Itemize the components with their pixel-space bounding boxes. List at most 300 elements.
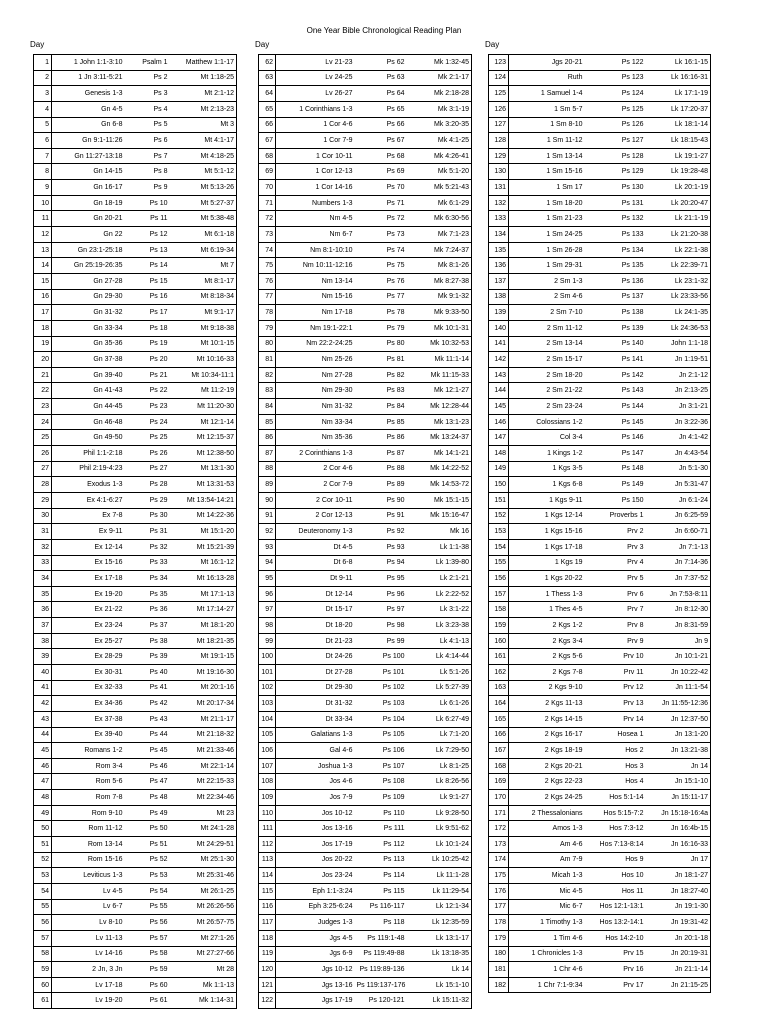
reading-1: 2 Sm 7-10: [509, 305, 585, 321]
day-number: 82: [259, 367, 276, 383]
reading-3: Mk 6:30-56: [407, 211, 472, 227]
reading-2: Ps 141: [585, 352, 646, 368]
day-number: 92: [259, 524, 276, 540]
table-row: [259, 524, 472, 540]
reading-1: Deuteronomy 1-3: [276, 524, 355, 540]
reading-3: Lk 12:1-34: [407, 899, 472, 915]
table-row: [34, 446, 237, 462]
day-number: 131: [489, 180, 509, 196]
table-row: [259, 289, 472, 305]
day-number: 171: [489, 805, 509, 821]
reading-3: Mt 21:18-32: [170, 727, 237, 743]
reading-3: Lk 2:22-52: [407, 586, 472, 602]
day-number: 116: [259, 899, 276, 915]
table-row: [259, 727, 472, 743]
day-number: 143: [489, 367, 509, 383]
day-number: 31: [34, 524, 52, 540]
reading-1: Nm 10:11-12:16: [276, 258, 355, 274]
table-row: [489, 883, 711, 899]
reading-1: Nm 17-18: [276, 305, 355, 321]
reading-2: Ps 85: [355, 414, 407, 430]
table-row: [34, 946, 237, 962]
reading-3: Jn 4:1-42: [646, 430, 711, 446]
day-number: 175: [489, 868, 509, 884]
reading-3: Lk 6:27-49: [407, 711, 472, 727]
reading-3: Jn 20:1-18: [646, 930, 711, 946]
reading-1: Dt 33-34: [276, 711, 355, 727]
reading-2: Prv 4: [585, 555, 646, 571]
day-number: 168: [489, 758, 509, 774]
day-number: 86: [259, 430, 276, 446]
day-number: 107: [259, 758, 276, 774]
day-number: 67: [259, 133, 276, 149]
reading-1: Gn 35-36: [52, 336, 125, 352]
reading-2: Ps 91: [355, 508, 407, 524]
day-number: 127: [489, 117, 509, 133]
table-row: [489, 414, 711, 430]
table-row: [489, 101, 711, 117]
reading-3: Lk 18:1-14: [646, 117, 711, 133]
reading-2: Ps 130: [585, 180, 646, 196]
day-number: 24: [34, 414, 52, 430]
reading-2: Ps 90: [355, 492, 407, 508]
day-number: 161: [489, 649, 509, 665]
day-number: 94: [259, 555, 276, 571]
reading-2: Ps 20: [125, 352, 170, 368]
reading-3: Mk 12:28-44: [407, 399, 472, 415]
reading-2: Ps 72: [355, 211, 407, 227]
reading-1: Gn 18-19: [52, 195, 125, 211]
reading-1: Dt 27-28: [276, 664, 355, 680]
reading-3: Jn 8:31-59: [646, 618, 711, 634]
reading-1: Ex 28-29: [52, 649, 125, 665]
reading-1: Lv 6-7: [52, 899, 125, 915]
table-row: [489, 180, 711, 196]
table-row: [489, 133, 711, 149]
table-row: [34, 962, 237, 978]
reading-2: Ps 27: [125, 461, 170, 477]
day-number: 137: [489, 273, 509, 289]
reading-1: Gn 4-5: [52, 101, 125, 117]
reading-1: 1 Sm 5-7: [509, 101, 585, 117]
reading-1: 1 Tim 4-6: [509, 930, 585, 946]
reading-2: Prv 6: [585, 586, 646, 602]
table-row: [489, 618, 711, 634]
reading-2: Ps 63: [355, 70, 407, 86]
table-row: [34, 805, 237, 821]
reading-3: Mt 23: [170, 805, 237, 821]
day-number: 30: [34, 508, 52, 524]
reading-3: Mt 15:21-39: [170, 539, 237, 555]
reading-3: Matthew 1:1-17: [170, 55, 237, 71]
day-number: 26: [34, 446, 52, 462]
day-number: 12: [34, 227, 52, 243]
reading-2: Ps 40: [125, 664, 170, 680]
reading-table-3: [488, 54, 711, 993]
reading-1: Dt 29-30: [276, 680, 355, 696]
reading-2: Ps 100: [355, 649, 407, 665]
reading-2: Ps 97: [355, 602, 407, 618]
reading-1: Phil 1:1-2:18: [52, 446, 125, 462]
table-row: [259, 664, 472, 680]
reading-2: Ps 149: [585, 477, 646, 493]
table-row: [34, 743, 237, 759]
table-row: [259, 195, 472, 211]
reading-1: Rom 15-16: [52, 852, 125, 868]
reading-3: Jn 6:25-59: [646, 508, 711, 524]
table-row: [34, 414, 237, 430]
table-row: [34, 242, 237, 258]
reading-2: Ps 51: [125, 837, 170, 853]
reading-1: Ex 21-22: [52, 602, 125, 618]
table-row: [34, 164, 237, 180]
reading-2: Prv 13: [585, 696, 646, 712]
reading-1: Dt 24-26: [276, 649, 355, 665]
reading-1: Rom 3-4: [52, 758, 125, 774]
table-row: [489, 492, 711, 508]
day-number: 73: [259, 227, 276, 243]
reading-2: Ps 30: [125, 508, 170, 524]
table-row: [259, 258, 472, 274]
reading-1: 2 Kgs 16-17: [509, 727, 585, 743]
reading-1: Eph 1:1-3:24: [276, 883, 355, 899]
reading-1: Rom 7-8: [52, 790, 125, 806]
table-row: [34, 399, 237, 415]
day-number: 103: [259, 696, 276, 712]
reading-1: Gn 16-17: [52, 180, 125, 196]
day-number: 173: [489, 837, 509, 853]
reading-3: Mk 4:1-25: [407, 133, 472, 149]
reading-1: 1 Cor 4-6: [276, 117, 355, 133]
reading-2: Ps 104: [355, 711, 407, 727]
reading-1: Gn 23:1-25:18: [52, 242, 125, 258]
reading-2: Ps 21: [125, 367, 170, 383]
table-row: [34, 461, 237, 477]
reading-1: 1 Cor 10-11: [276, 148, 355, 164]
table-row: [34, 837, 237, 853]
reading-2: Ps 34: [125, 571, 170, 587]
reading-1: 2 Cor 4-6: [276, 461, 355, 477]
reading-1: Nm 29-30: [276, 383, 355, 399]
day-number: 77: [259, 289, 276, 305]
reading-1: Gn 27-28: [52, 273, 125, 289]
day-number: 155: [489, 555, 509, 571]
reading-3: Mt 10:1-15: [170, 336, 237, 352]
day-number: 167: [489, 743, 509, 759]
day-number: 44: [34, 727, 52, 743]
day-number: 35: [34, 586, 52, 602]
day-number: 123: [489, 55, 509, 71]
reading-3: Lk 18:15-43: [646, 133, 711, 149]
day-number: 117: [259, 915, 276, 931]
day-number: 114: [259, 868, 276, 884]
reading-2: Ps 25: [125, 430, 170, 446]
reading-3: Mt 11:20-30: [170, 399, 237, 415]
day-number: 68: [259, 148, 276, 164]
reading-3: Lk 3:23-38: [407, 618, 472, 634]
reading-3: Mk 16: [407, 524, 472, 540]
reading-2: Ps 48: [125, 790, 170, 806]
reading-1: 1 Thes 4-5: [509, 602, 585, 618]
day-number: 38: [34, 633, 52, 649]
table-row: [259, 86, 472, 102]
table-row: [259, 790, 472, 806]
reading-3: Lk 4:1-13: [407, 633, 472, 649]
reading-3: Jn 3:22-36: [646, 414, 711, 430]
reading-2: Ps 17: [125, 305, 170, 321]
day-number: 47: [34, 774, 52, 790]
reading-2: Ps 119:1-48: [355, 930, 407, 946]
day-number: 70: [259, 180, 276, 196]
reading-1: Lv 26-27: [276, 86, 355, 102]
reading-2: Ps 15: [125, 273, 170, 289]
reading-1: 2 Kgs 22-23: [509, 774, 585, 790]
reading-1: Nm 8:1-10:10: [276, 242, 355, 258]
reading-2: Ps 24: [125, 414, 170, 430]
table-row: [259, 414, 472, 430]
day-number: 177: [489, 899, 509, 915]
day-number: 37: [34, 618, 52, 634]
day-number: 158: [489, 602, 509, 618]
reading-3: Mk 1:32-45: [407, 55, 472, 71]
reading-3: Mt 1:18-25: [170, 70, 237, 86]
table-row: [34, 852, 237, 868]
table-row: [489, 962, 711, 978]
day-number: 42: [34, 696, 52, 712]
reading-2: Prv 17: [585, 977, 646, 993]
table-row: [259, 273, 472, 289]
reading-3: Jn 13:21-38: [646, 743, 711, 759]
reading-3: Mt 4:1-17: [170, 133, 237, 149]
table-row: [489, 86, 711, 102]
reading-3: Mk 10:32-53: [407, 336, 472, 352]
reading-2: Ps 137: [585, 289, 646, 305]
reading-1: 1 Sm 15-16: [509, 164, 585, 180]
reading-1: 2 Sm 18-20: [509, 367, 585, 383]
reading-3: Mt 3: [170, 117, 237, 133]
table-row: [489, 602, 711, 618]
day-number: 45: [34, 743, 52, 759]
table-row: [34, 273, 237, 289]
reading-2: Ps 106: [355, 743, 407, 759]
reading-2: Ps 47: [125, 774, 170, 790]
reading-2: Ps 12: [125, 227, 170, 243]
reading-3: Mt 26:26-56: [170, 899, 237, 915]
reading-1: Jos 4-6: [276, 774, 355, 790]
table-row: [259, 946, 472, 962]
reading-2: Prv 16: [585, 962, 646, 978]
reading-2: Ps 136: [585, 273, 646, 289]
reading-1: 2 Kgs 24-25: [509, 790, 585, 806]
reading-2: Ps 31: [125, 524, 170, 540]
day-number: 169: [489, 774, 509, 790]
table-row: [489, 946, 711, 962]
reading-3: Lk 15:11-32: [407, 993, 472, 1009]
table-row: [34, 555, 237, 571]
reading-1: Ruth: [509, 70, 585, 86]
reading-2: Ps 84: [355, 399, 407, 415]
day-number: 19: [34, 336, 52, 352]
reading-3: Jn 2:13-25: [646, 383, 711, 399]
table-row: [259, 508, 472, 524]
reading-2: Ps 110: [355, 805, 407, 821]
reading-2: Ps 50: [125, 821, 170, 837]
day-number: 148: [489, 446, 509, 462]
reading-2: Ps 129: [585, 164, 646, 180]
reading-2: Ps 33: [125, 555, 170, 571]
reading-1: Jgs 6-9: [276, 946, 355, 962]
reading-3: Mt 18:21-35: [170, 633, 237, 649]
reading-3: Jn 6:60-71: [646, 524, 711, 540]
day-number: 105: [259, 727, 276, 743]
day-number: 180: [489, 946, 509, 962]
reading-1: Jos 20-22: [276, 852, 355, 868]
reading-3: Mt 22:34-46: [170, 790, 237, 806]
reading-3: Mt 26:57-75: [170, 915, 237, 931]
reading-1: 1 Chronicles 1-3: [509, 946, 585, 962]
reading-3: Jn 7:53-8:11: [646, 586, 711, 602]
table-row: [489, 727, 711, 743]
reading-1: 2 Kgs 14-15: [509, 711, 585, 727]
reading-3: Jn 5:31-47: [646, 477, 711, 493]
reading-1: 2 Sm 13-14: [509, 336, 585, 352]
table-row: [489, 774, 711, 790]
reading-3: Mk 14:53-72: [407, 477, 472, 493]
day-number: 46: [34, 758, 52, 774]
reading-2: Ps 43: [125, 711, 170, 727]
reading-1: 2 Kgs 9-10: [509, 680, 585, 696]
reading-2: Ps 83: [355, 383, 407, 399]
table-row: [259, 805, 472, 821]
table-row: [489, 320, 711, 336]
reading-2: Ps 64: [355, 86, 407, 102]
table-row: [34, 633, 237, 649]
reading-3: Lk 23:1-32: [646, 273, 711, 289]
day-number: 53: [34, 868, 52, 884]
reading-1: Ex 34-36: [52, 696, 125, 712]
reading-2: Ps 107: [355, 758, 407, 774]
reading-1: Rom 13-14: [52, 837, 125, 853]
reading-3: Mt 26:1-25: [170, 883, 237, 899]
day-number: 54: [34, 883, 52, 899]
reading-3: Jn 13:1-20: [646, 727, 711, 743]
reading-2: Ps 73: [355, 227, 407, 243]
reading-3: Mt 16:13-28: [170, 571, 237, 587]
reading-1: Genesis 1-3: [52, 86, 125, 102]
reading-1: Ex 39-40: [52, 727, 125, 743]
reading-1: Jos 13-16: [276, 821, 355, 837]
day-number: 141: [489, 336, 509, 352]
reading-1: Nm 13-14: [276, 273, 355, 289]
reading-3: Mt 22:1-14: [170, 758, 237, 774]
reading-1: 2 Jn, 3 Jn: [52, 962, 125, 978]
reading-2: Ps 81: [355, 352, 407, 368]
day-number: 16: [34, 289, 52, 305]
reading-1: 1 Kgs 19: [509, 555, 585, 571]
reading-1: Jgs 4-5: [276, 930, 355, 946]
reading-1: Ex 12-14: [52, 539, 125, 555]
reading-1: Dt 6-8: [276, 555, 355, 571]
reading-2: Ps 134: [585, 242, 646, 258]
reading-1: Phil 2:19-4:23: [52, 461, 125, 477]
day-number: 14: [34, 258, 52, 274]
reading-1: Rom 9-10: [52, 805, 125, 821]
reading-3: Jn 18:1-27: [646, 868, 711, 884]
reading-1: Rom 11-12: [52, 821, 125, 837]
reading-1: 1 Sm 8-10: [509, 117, 585, 133]
day-number: 9: [34, 180, 52, 196]
table-row: [489, 915, 711, 931]
day-header: Day: [30, 40, 45, 49]
day-number: 109: [259, 790, 276, 806]
reading-2: Ps 140: [585, 336, 646, 352]
reading-1: Colossians 1-2: [509, 414, 585, 430]
reading-3: Mk 15:16-47: [407, 508, 472, 524]
day-number: 39: [34, 649, 52, 665]
reading-3: Lk 10:1-24: [407, 837, 472, 853]
reading-3: Jn 17: [646, 852, 711, 868]
table-row: [34, 696, 237, 712]
table-row: [34, 258, 237, 274]
day-number: 126: [489, 101, 509, 117]
table-row: [259, 211, 472, 227]
table-row: [259, 164, 472, 180]
reading-1: Dt 12-14: [276, 586, 355, 602]
reading-1: Nm 35-36: [276, 430, 355, 446]
reading-3: Mt 24:1-28: [170, 821, 237, 837]
reading-1: Dt 31-32: [276, 696, 355, 712]
reading-2: Ps 108: [355, 774, 407, 790]
reading-3: Lk 19:1-27: [646, 148, 711, 164]
reading-1: Gn 20-21: [52, 211, 125, 227]
reading-2: Hos 13:2-14:1: [585, 915, 646, 931]
table-row: [34, 680, 237, 696]
day-number: 36: [34, 602, 52, 618]
day-number: 134: [489, 227, 509, 243]
table-row: [34, 915, 237, 931]
day-number: 163: [489, 680, 509, 696]
day-number: 112: [259, 837, 276, 853]
day-number: 128: [489, 133, 509, 149]
reading-1: Nm 33-34: [276, 414, 355, 430]
reading-2: Ps 46: [125, 758, 170, 774]
reading-2: Ps 9: [125, 180, 170, 196]
table-row: [259, 399, 472, 415]
reading-2: Hosea 1: [585, 727, 646, 743]
day-number: 164: [489, 696, 509, 712]
reading-3: Mt 6:19-34: [170, 242, 237, 258]
reading-1: 1 Kgs 9-11: [509, 492, 585, 508]
table-row: [34, 477, 237, 493]
table-row: [259, 352, 472, 368]
reading-1: 1 Kgs 12-14: [509, 508, 585, 524]
reading-2: Prv 7: [585, 602, 646, 618]
reading-2: Ps 8: [125, 164, 170, 180]
day-number: 182: [489, 977, 509, 993]
reading-3: Jn 10:22-42: [646, 664, 711, 680]
day-number: 139: [489, 305, 509, 321]
reading-2: Ps 77: [355, 289, 407, 305]
table-row: [34, 727, 237, 743]
day-number: 151: [489, 492, 509, 508]
day-number: 41: [34, 680, 52, 696]
table-row: [489, 711, 711, 727]
reading-2: Ps 143: [585, 383, 646, 399]
table-row: [489, 148, 711, 164]
reading-1: 1 John 1:1-3:10: [52, 55, 125, 71]
reading-2: Hos 7:13-8:14: [585, 837, 646, 853]
reading-2: Ps 62: [355, 55, 407, 71]
